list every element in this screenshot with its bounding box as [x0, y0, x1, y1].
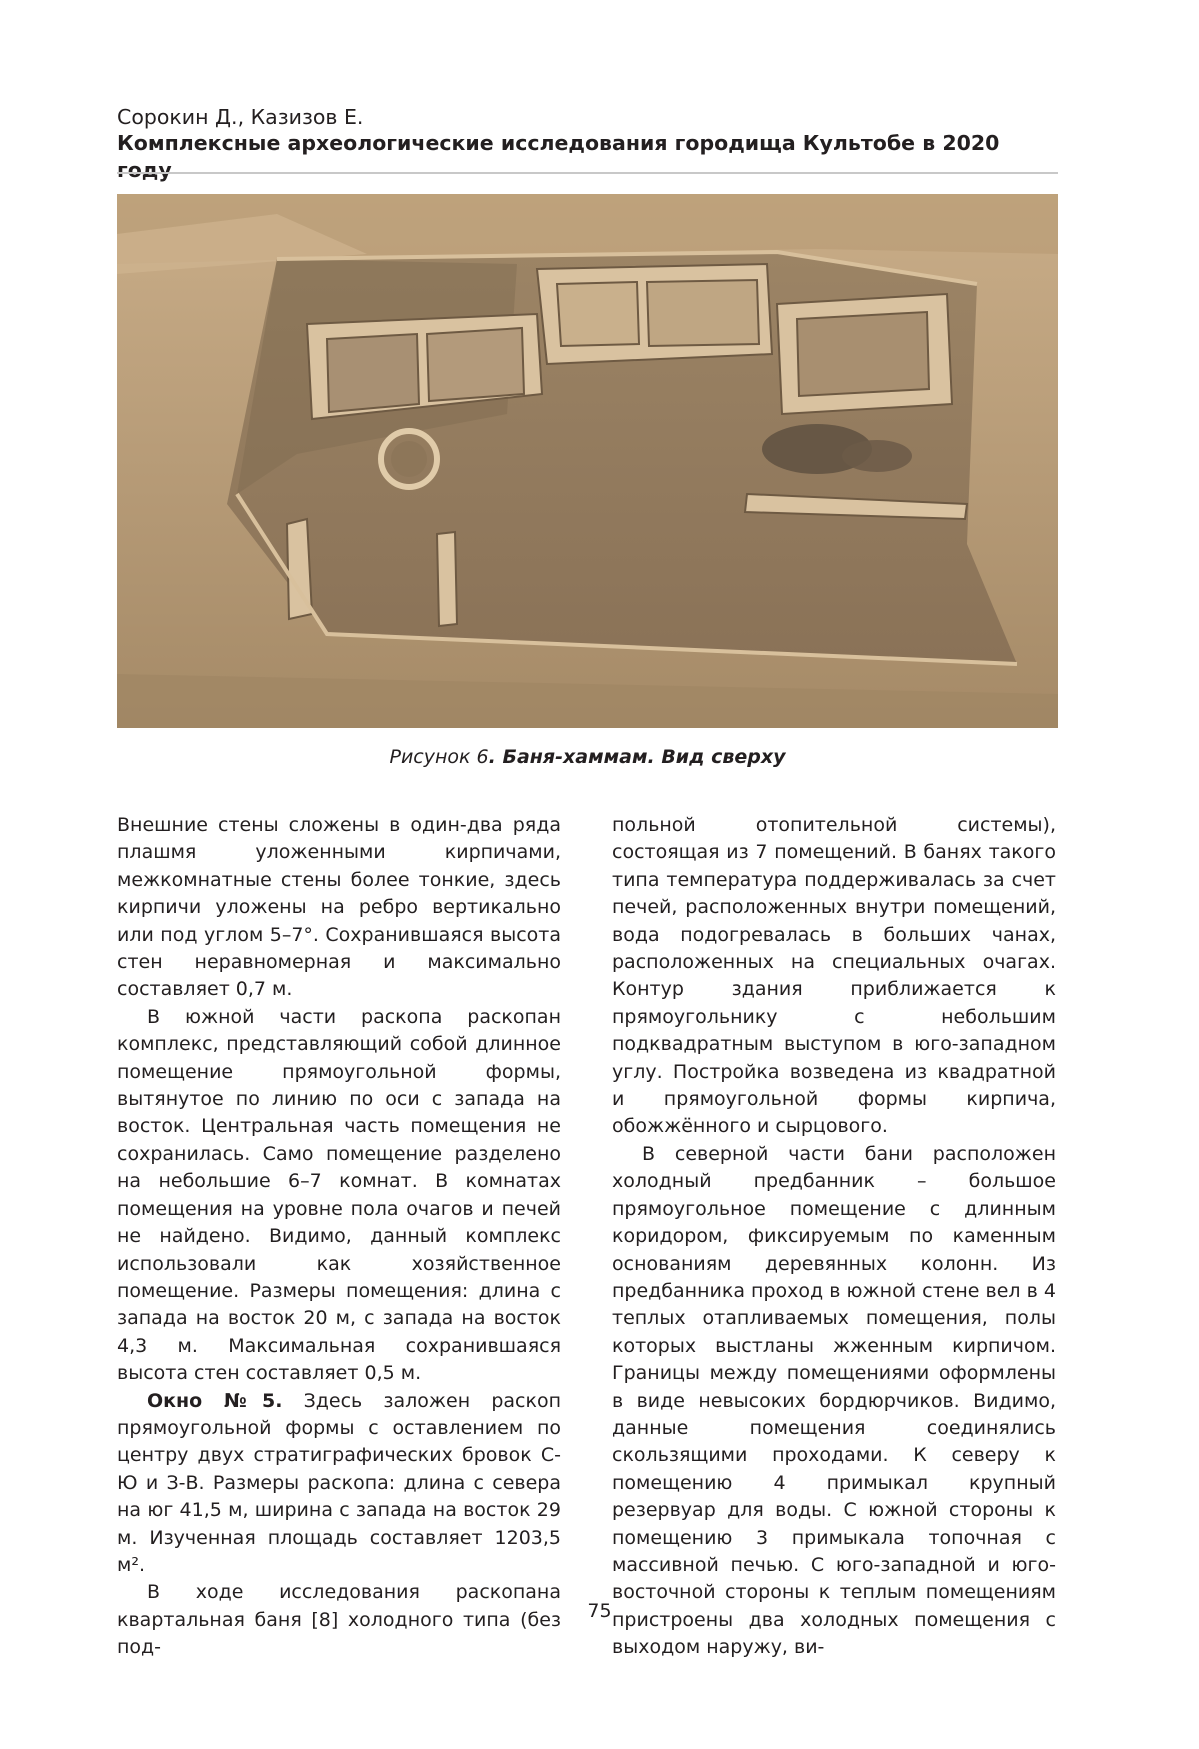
paragraph-okno5: [117, 1388, 561, 1580]
article-title: Комплексные археологические исследования городища Культобе в 2020 году: [117, 131, 1000, 182]
figure-number: Рисунок 6: [389, 746, 489, 768]
okno-text: Здесь заложен раскоп прямоугольной формы с оставлением по центру двух стратиграфических бровок С-Ю и З-В. Размеры раскопа: длина с севера на юг 41,5 м, ширина с запада на восток 29 м. Изученная площадь составляет 1203,5 м².: [117, 1389, 562, 1576]
right-column: [612, 812, 1056, 1662]
header-divider: [117, 172, 1058, 174]
paragraph-south-complex: В южной части раскопа раскопан комплекс, представляющий собой длинное помещение прямоугольной формы, вытянутое по линию по оси с запада на восток. Центральная часть помещения не сохранилась. Само помещение разделено на небольшие 6–7 комнат. В комнатах помещения на уровне пола очагов и печей не найдено. Видимо, данный комплекс использовали как хозяйственное помещение. Размеры помещения: длина с запада на восток 20 м, с запада на восток 4,3 м. Максимальная сохранившаяся высота стен составляет 0,5 м.: [117, 1005, 561, 1385]
authors: Сорокин Д., Казизов Е.: [117, 105, 364, 129]
page-number: 75: [587, 1600, 612, 1622]
left-column: [117, 812, 561, 1662]
paragraph-bath-description: польной отопительной системы), состоящая из 7 помещений. В банях такого типа температура поддерживалась за счет печей, расположенных внутри помещений, вода подогревалась в больших чанах, расположенных на специальных очагах. Контур здания приближается к прямоугольнику с небольшим подквадратным выступом в юго-западном углу. Постройка возведена из квадратной и прямоугольной формы кирпича, обожжённого и сырцового.: [612, 814, 1056, 1138]
excavation-photo: [117, 194, 1058, 728]
figure-title: . Баня-хаммам. Вид сверху: [488, 746, 786, 768]
paragraph-bath-intro: В ходе исследования раскопана квартальная баня [8] холодного типа (без под-: [117, 1581, 561, 1659]
paragraph-north-part: В северной части бани расположен холодный предбанник – большое прямоугольное помещение с длинным коридором, фиксируемым по каменным основаниям деревянных колонн. Из предбанника проход в южной стене вел в 4 теплых отапливаемых помещения, полы которых выстланы жженным кирпичом. Границы между помещениями оформлены в виде невысоких бордюрчиков. Видимо, данные помещения соединялись скользящими проходами. К северу к помещению 4 примыкал крупный резервуар для воды. С южной стороны к помещению 3 примыкала топочная с массивной печью. С юго-западной и юго-восточной стороны к теплым помещениям пристроены два холодных помещения с выходом наружу, ви-: [612, 1142, 1056, 1659]
aerial-view-illustration: [117, 194, 1058, 728]
figure-caption: [117, 745, 1058, 769]
okno-label: Окно №5.: [147, 1389, 283, 1412]
paragraph-walls: Внешние стены сложены в один-два ряда плашмя уложенными кирпичами, межкомнатные стены более тонкие, здесь кирпичи уложены на ребро вертикально или под углом 5–7°. Сохранившаяся высота стен неравномерная и максимально составляет 0,7 м.: [117, 814, 561, 1001]
